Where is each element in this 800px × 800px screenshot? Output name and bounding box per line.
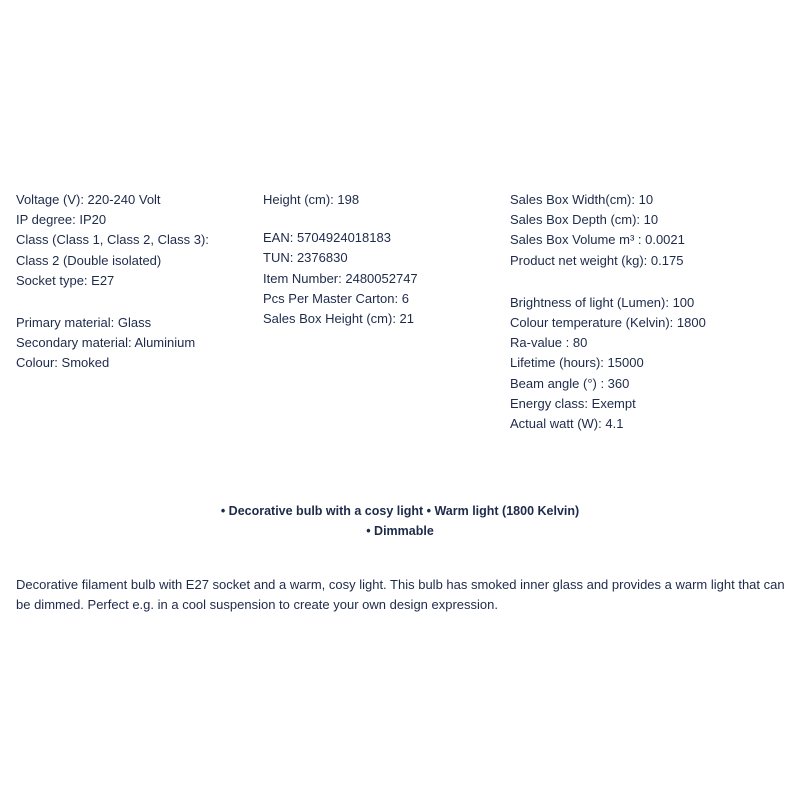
spec-lifetime: Lifetime (hours): 15000 xyxy=(510,355,644,371)
spec-ean: EAN: 5704924018183 xyxy=(263,230,391,246)
feature-line-1: • Decorative bulb with a cosy light • Warm light (1800 Kelvin) xyxy=(220,504,580,518)
spec-column-dimensions xyxy=(263,190,418,329)
spec-tun: TUN: 2376830 xyxy=(263,250,348,266)
spec-height: Height (cm): 198 xyxy=(263,192,360,207)
feature-line-2: • Dimmable xyxy=(366,524,434,538)
spec-beam-angle: Beam angle (°) : 360 xyxy=(510,375,630,391)
feature-highlights xyxy=(0,501,800,541)
spec-brightness: Brightness of light (Lumen): 100 xyxy=(510,294,695,310)
spec-class-heading: Class (Class 1, Class 2, Class 3): xyxy=(16,232,209,248)
spec-net-weight: Product net weight (kg): 0.175 xyxy=(510,252,684,268)
spec-sales-box-depth: Sales Box Depth (cm): 10 xyxy=(510,212,659,228)
spec-column-general xyxy=(16,190,209,374)
spec-column-performance xyxy=(510,190,706,434)
spec-colour-temperature: Colour temperature (Kelvin): 1800 xyxy=(510,315,706,331)
spec-actual-watt: Actual watt (W): 4.1 xyxy=(510,416,624,432)
spacer xyxy=(263,210,418,228)
spacer xyxy=(510,271,706,293)
spec-sales-box-volume: Sales Box Volume m³ : 0.0021 xyxy=(510,232,685,248)
spec-voltage: Voltage (V): 220-240 Volt xyxy=(16,192,161,207)
spec-primary-material: Primary material: Glass xyxy=(16,315,152,331)
spec-item-number: Item Number: 2480052747 xyxy=(263,270,418,286)
spec-pcs-per-carton: Pcs Per Master Carton: 6 xyxy=(263,290,409,306)
spec-secondary-material: Secondary material: Aluminium xyxy=(16,335,196,351)
spec-sales-box-height: Sales Box Height (cm): 21 xyxy=(263,311,415,327)
spec-ra-value: Ra-value : 80 xyxy=(510,335,588,351)
product-description: Decorative filament bulb with E27 socket and a warm, cosy light. This bulb has smoked inner glass and provides a warm light that can be dimmed. Perfect e.g. in a cool suspension to create your own design expression. xyxy=(16,577,785,612)
spec-ip-degree: IP degree: IP20 xyxy=(16,212,107,228)
spec-socket-type: Socket type: E27 xyxy=(16,272,115,288)
spec-energy-class: Energy class: Exempt xyxy=(510,395,636,411)
spec-sales-box-width: Sales Box Width(cm): 10 xyxy=(510,192,654,207)
spacer xyxy=(16,291,209,313)
spec-class-value: Class 2 (Double isolated) xyxy=(16,252,162,268)
spec-colour: Colour: Smoked xyxy=(16,355,110,371)
